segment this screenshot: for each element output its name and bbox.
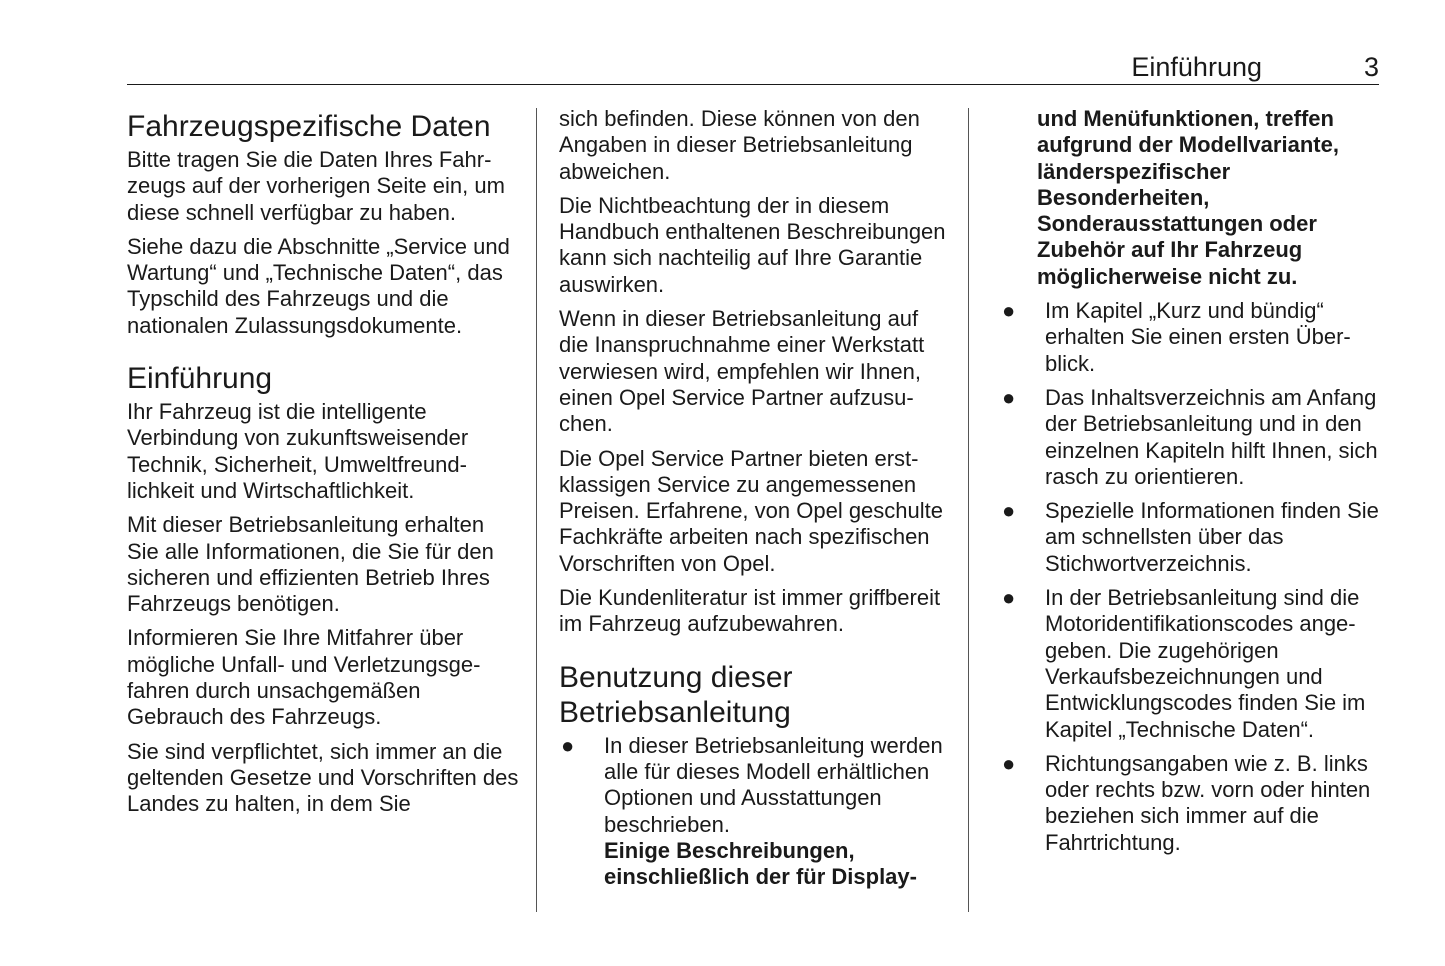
section-heading-introduction: Einführung	[127, 362, 273, 396]
bullet-bold-continuation: und Menüfunktionen, treffen aufgrund der Modellvariante, länderspezifischer Besonderheiten, Sonderausstattungen oder Zubehör auf Ihr Fahrzeug möglicherweise nicht zu.	[1037, 106, 1339, 289]
section-heading-using-manual: Benutzung dieser Betriebsanleitung	[559, 660, 793, 729]
bullet-text: In der Betriebsanleitung sind die Motoridentifikationscodes angegeben. Die zugehörigen Verkaufsbezeichnungen und Entwicklungscodes finden Sie im Kapitel „Technische Daten“.	[1045, 585, 1366, 742]
bullet-item	[1000, 298, 1382, 377]
header-divider	[127, 84, 1379, 85]
bullet-text: Im Kapitel „Kurz und bündig“ erhalten Sie einen ersten Überblick.	[1045, 298, 1351, 376]
bullet-item	[1000, 585, 1382, 743]
paragraph: Die Opel Service Partner bieten erstklassigen Service zu angemessenen Preisen. Erfahrene, von Opel geschulte Fachkräfte arbeiten nach spezifischen Vorschriften von Opel.	[559, 445, 944, 576]
bullet-dot-icon: ●	[1002, 750, 1016, 776]
bullet-dot-icon: ●	[1002, 585, 1016, 611]
bullet-item	[1000, 751, 1382, 856]
paragraph: Ihr Fahrzeug ist die intelligente Verbindung von zukunftsweisender Technik, Sicherheit, Umweltfreundlichkeit und Wirtschaftlichkeit.	[127, 399, 469, 503]
column-3	[1000, 106, 1382, 864]
bullet-dot-icon: ●	[1002, 298, 1016, 324]
paragraph: Wenn in dieser Betriebsanleitung auf die Inanspruchnahme einer Werkstatt verwiesen wird, empfehlen wir Ihnen, einen Opel Service Partner aufzusuchen.	[559, 306, 925, 437]
bullet-item	[559, 733, 951, 891]
paragraph: Sie sind verpflichtet, sich immer an die geltenden Gesetze und Vorschriften des Landes zu halten, in dem Sie	[127, 738, 519, 817]
column-1	[127, 106, 519, 826]
bullet-item	[1000, 498, 1382, 577]
paragraph: Bitte tragen Sie die Daten Ihres Fahrzeugs auf der vorherigen Seite ein, um diese schnell verfügbar zu haben.	[127, 147, 505, 225]
bullet-text: In dieser Betriebsanleitung werden alle für dieses Modell erhältlichen Optionen und Ausstattungen beschrieben.	[604, 732, 943, 837]
bullet-dot-icon: ●	[1002, 498, 1016, 524]
column-divider-1	[536, 108, 537, 912]
bullet-bold-text: Einige Beschreibungen, einschließlich der für Display-	[604, 837, 917, 890]
paragraph: Die Kundenliteratur ist immer griffbereit im Fahrzeug aufzubewahren.	[559, 585, 941, 637]
bullet-text: Spezielle Informationen finden Sie am schnellsten über das Stichwortverzeichnis.	[1045, 498, 1379, 576]
bullet-dot-icon: ●	[561, 732, 575, 758]
paragraph: sich befinden. Diese können von den Angaben in dieser Betriebsanleitung abweichen.	[559, 106, 920, 184]
paragraph: Die Nichtbeachtung der in diesem Handbuch enthaltenen Beschreibungen kann sich nachteilig auf Ihre Garantie auswirken.	[559, 192, 946, 297]
column-divider-2	[968, 108, 969, 912]
running-header-title: Einführung	[1131, 52, 1262, 82]
paragraph: Mit dieser Betriebsanleitung erhalten Sie alle Informationen, die Sie für den sicheren und effizienten Betrieb Ihres Fahrzeugs benötigen.	[127, 512, 494, 617]
column-2	[559, 106, 951, 898]
section-heading-vehicle-data: Fahrzeugspezifische Daten	[127, 110, 491, 143]
bullet-text: Das Inhaltsverzeichnis am Anfang der Betriebsanleitung und in den einzelnen Kapiteln hilft Ihnen, sich rasch zu orientieren.	[1045, 384, 1378, 489]
bullet-item	[1000, 385, 1382, 490]
page-number: 3	[1363, 52, 1379, 82]
paragraph: Informieren Sie Ihre Mitfahrer über mögliche Unfall- und Verletzungsgefahren durch unsachgemäßen Gebrauch des Fahrzeugs.	[127, 625, 481, 730]
bullet-dot-icon: ●	[1002, 384, 1016, 410]
paragraph: Siehe dazu die Abschnitte „Service und Wartung“ und „Technische Daten“, das Typschild des Fahrzeugs und die nationalen Zulassungsdokumente.	[127, 233, 510, 338]
bullet-text: Richtungsangaben wie z. B. links oder rechts bzw. vorn oder hinten beziehen sich immer auf die Fahrtrichtung.	[1045, 750, 1371, 855]
